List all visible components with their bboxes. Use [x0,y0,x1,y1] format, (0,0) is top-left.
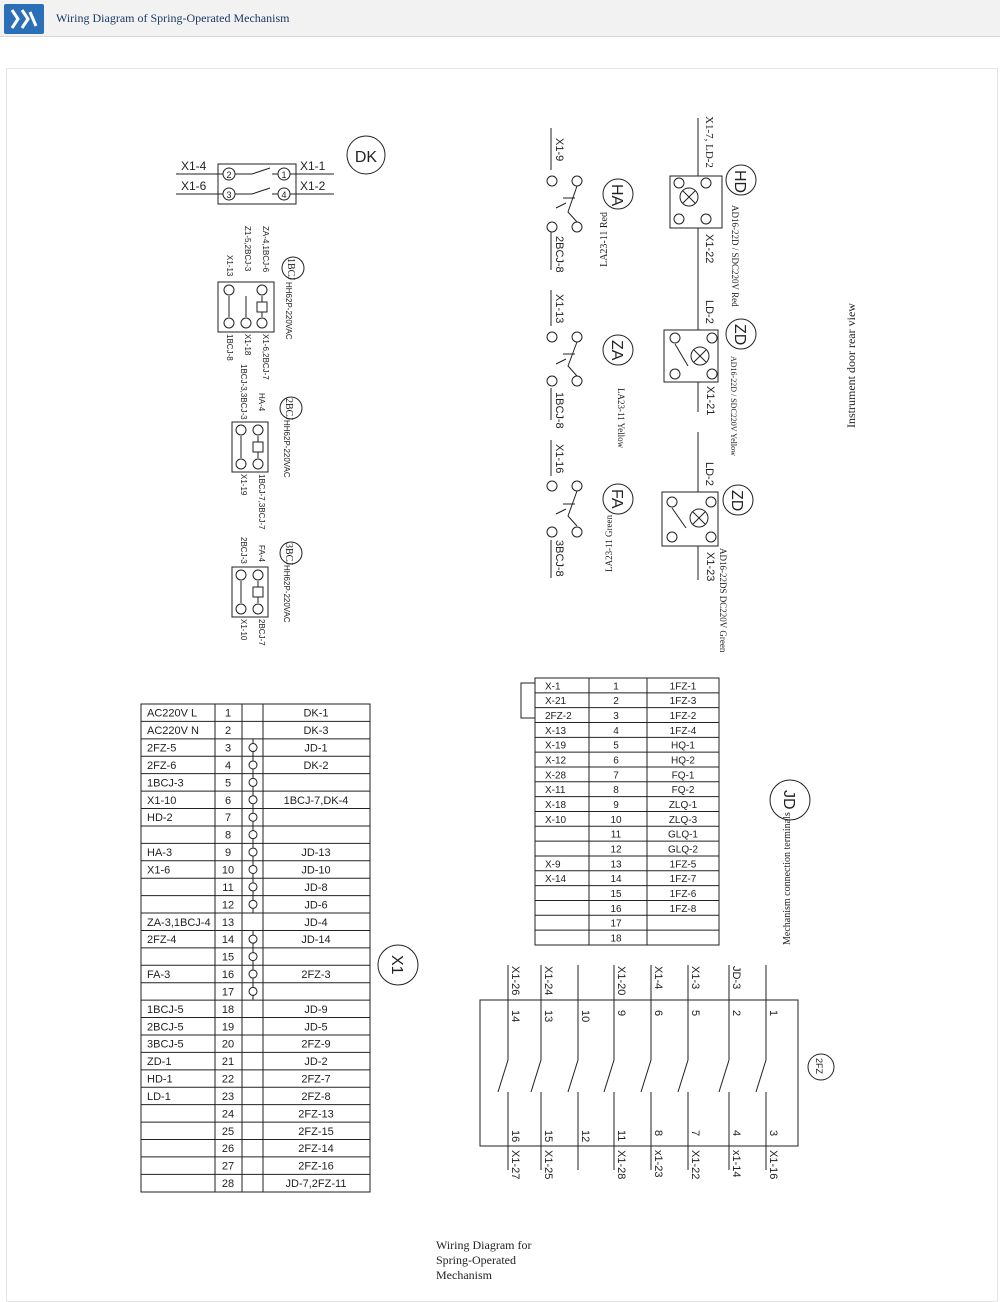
jd-cell-dest: ZLQ-1 [668,800,698,812]
dk-terminal: 3 [226,190,232,200]
x1-cell-number: 7 [224,812,232,825]
x1-cell-dest: JD-5 [304,1021,328,1034]
x1-cell-dest: JD-6 [304,899,328,912]
x1-cell-number: 18 [221,1003,235,1016]
x1-cell-number: 26 [221,1143,235,1156]
relay-wire-label: X1-13 [225,255,234,277]
x1-cell-number: 10 [221,864,235,877]
lamp-model: AD16-22D / SDC220V Red [730,205,740,307]
x1-cell-number: 3 [224,742,232,755]
x1-cell-source: 2FZ-4 [147,934,177,947]
relay-wire-label: 1BCJ-8 [225,334,234,361]
x1-link-terminal [249,778,257,786]
x1-cell-number: 15 [221,951,235,964]
jd-cell-dest: 1FZ-4 [669,725,697,737]
diagram-caption: Wiring Diagram for Spring-Operated Mechanism [436,1238,532,1282]
jd-cell-source: X-13 [545,725,567,737]
x1-cell-source: AC220V L [147,707,198,720]
button-model: LA23-11 Green [604,515,614,572]
relay-1bcj [218,226,304,380]
x1-link-terminal [249,953,257,961]
x1-cell-number: 23 [221,1090,235,1103]
button-model: LA23-11 Yellow [616,388,626,449]
x1-link-terminal [249,848,257,856]
lamp-zd-yellow [664,270,756,456]
jd-cell-number: 7 [613,770,619,782]
x1-cell-dest: DK-3 [303,725,329,738]
lamp-wire-label: LD-2 [703,462,715,486]
x1-cell-number: 24 [221,1108,235,1121]
x1-link-terminal [249,831,257,839]
jd-cell-dest: 1FZ-6 [669,889,697,901]
relay-wire-label: ZA-4,1BCJ-6 [261,226,270,273]
relay-badge: 3BCJ [283,543,294,566]
fz-terminal-number: 16 [509,1130,521,1143]
fz-wire-label: X1-4 [652,966,664,990]
jd-cell-dest: FQ-1 [671,770,695,782]
jd-cell-dest: 1FZ-7 [669,874,697,886]
jd-badge-group [770,780,810,945]
jd-badge: JD [780,790,797,810]
dk-terminal: 4 [281,190,287,200]
relay-wire-label: X1-6,2BCJ-7 [261,334,270,380]
jd-cell-dest: 1FZ-8 [669,903,697,915]
relay-badge: 1BCJ [285,258,296,281]
jd-cell-number: 8 [613,785,619,797]
fz-terminal-number: 7 [689,1130,701,1137]
fz-terminal-number: 4 [730,1130,742,1137]
jd-caption: Mechanism connection terminals [782,812,793,945]
jd-cell-dest: 1FZ-5 [669,859,697,871]
relay-wire-label: 2BCJ-3 [239,537,248,564]
x1-link-terminal [249,900,257,908]
x1-cell-number: 5 [224,777,232,790]
fz-contact-blade [568,1060,578,1092]
jd-cell-dest: HQ-1 [671,740,695,752]
x1-cell-source: 2FZ-6 [147,759,177,772]
fz-wire-label: X1-26 [509,966,521,996]
x1-cell-dest: 2FZ-14 [298,1143,334,1156]
jd-cell-dest: ZLQ-3 [668,814,698,826]
fz-contact-blade [498,1060,508,1092]
relay-model: HH62P-220VAC [282,565,291,623]
x1-cell-number: 2 [224,725,232,738]
fz-wire-label: X1-16 [767,1150,779,1180]
jd-cell-dest: 1FZ-1 [669,681,697,693]
x1-cell-dest: JD-2 [304,1056,328,1069]
x1-cell-number: 17 [221,986,235,999]
x1-link-terminal [249,744,257,752]
jd-cell-source: X-21 [545,696,567,708]
fz-terminal-number: 10 [579,1010,591,1023]
fz-badge: 2FZ [814,1058,824,1075]
x1-cell-number: 25 [221,1125,235,1138]
x1-cell-number: 20 [221,1038,235,1051]
x1-badge: X1 [388,955,405,975]
x1-link-terminal [249,883,257,891]
x1-cell-number: 4 [224,759,232,772]
x1-cell-number: 1 [224,707,232,720]
jd-cell-number: 10 [610,814,622,826]
relay-wire-label: X1-18 [243,334,252,356]
button-badge: ZA [608,340,625,361]
fz-wire-label: X1-25 [542,1150,554,1180]
x1-cell-dest: 2FZ-16 [298,1160,334,1173]
x1-cell-dest: JD-7,2FZ-11 [285,1178,347,1191]
jd-cell-dest: FQ-2 [671,785,695,797]
x1-cell-dest: DK-1 [303,707,329,720]
jd-cell-source: X-12 [545,755,567,767]
jd-cell-number: 4 [613,725,619,737]
fz-wire-label: X1-3 [689,966,701,990]
dk-terminal: 2 [226,170,232,180]
x1-badge-group [378,945,418,985]
x1-cell-source: 1BCJ-3 [147,777,184,790]
jd-cell-source: X-18 [545,800,567,812]
x1-cell-source: X1-6 [147,864,171,877]
dk-switch [176,136,385,204]
fz-contact-blade [678,1060,688,1092]
lamp-wire-label: X1-7, LD-2 [703,116,715,168]
fz-wire-label: X1-28 [615,1150,627,1180]
relay-wire-label: 1BCJ-7,3BCJ-7 [257,474,266,530]
x1-cell-source: HD-1 [147,1073,173,1086]
jd-cell-source: X-1 [545,681,561,693]
dk-wire-label: X1-6 [181,179,207,193]
x1-cell-dest: DK-2 [303,759,329,772]
fz-wire-label: X1-27 [509,1150,521,1180]
lamp-wire-label: X1-21 [704,386,716,416]
fz-terminal-number: 15 [542,1130,554,1143]
relay-2bcj [232,364,302,530]
instrument-door-caption: Instrument door rear view [844,303,858,428]
dk-wire-label: X1-1 [300,159,326,173]
button-wire-label: 3BCJ-8 [553,540,565,577]
relay-wire-label: 1BCJ-3,3BCJ-3 [239,364,248,420]
relay-wire-label: Z1-5,2BCJ-3 [243,226,252,272]
x1-link-terminal [249,761,257,769]
x1-link-terminal [249,970,257,978]
x1-cell-dest: 1BCJ-7,DK-4 [283,794,349,807]
jd-cell-number: 3 [613,711,619,723]
x1-cell-number: 21 [221,1056,235,1069]
fz-wire-label: x1-14 [730,1150,742,1178]
button-fa [547,440,633,578]
button-wire-label: X1-13 [553,294,565,324]
relay-wire-label: 2BCJ-7 [257,619,266,646]
fz-wire-label: JD-3 [730,966,742,990]
jd-cell-source: X-9 [545,859,561,871]
x1-terminal-table [141,704,370,1192]
x1-cell-dest: JD-14 [301,934,331,947]
page-title: Wiring Diagram of Spring-Operated Mechanism [56,11,290,25]
relay-wire-label: X1-10 [239,619,248,641]
fz-wire-label: X1-20 [615,966,627,996]
fz-contact-blade [756,1060,766,1092]
x1-cell-source: 3BCJ-5 [147,1038,184,1051]
dk-wire-label: X1-4 [181,159,207,173]
x1-cell-dest: JD-1 [304,742,328,755]
x1-cell-dest: JD-9 [304,1003,328,1016]
x1-cell-dest: JD-4 [304,916,328,929]
x1-cell-source: AC220V N [147,725,199,738]
x1-cell-number: 13 [221,916,235,929]
fz-switch-block [480,965,834,1179]
jd-cell-number: 15 [610,889,622,901]
x1-cell-dest: 2FZ-7 [301,1073,331,1086]
x1-cell-number: 22 [221,1073,235,1086]
jd-cell-number: 16 [610,903,622,915]
fz-terminal-number: 11 [615,1130,627,1142]
jd-cell-source: 2FZ-2 [545,711,572,723]
x1-cell-number: 8 [224,829,232,842]
relay-model: HH62P-220VAC [282,420,291,478]
x1-cell-source: 2BCJ-5 [147,1021,184,1034]
x1-cell-number: 9 [224,847,232,860]
x1-cell-number: 14 [221,934,235,947]
x1-link-terminal [249,796,257,804]
button-za [547,290,633,449]
relay-wire-label: FA-4 [257,545,266,562]
x1-link-terminal [249,813,257,821]
jd-cell-source: X-14 [545,874,567,886]
lamp-wire-label: LD-2 [703,300,715,324]
jd-cell-number: 14 [610,874,622,886]
x1-link-terminal [249,987,257,995]
x1-cell-dest: JD-8 [304,881,328,894]
jd-cell-source: X-19 [545,740,567,752]
x1-cell-number: 12 [221,899,235,912]
x1-cell-number: 11 [222,881,234,894]
fz-wire-label: X1-22 [689,1150,701,1180]
lamp-wire-label: X1-22 [703,234,715,264]
x1-cell-dest: JD-13 [301,847,331,860]
x1-cell-source: 1BCJ-5 [147,1003,184,1016]
jd-cell-number: 12 [610,844,622,856]
x1-cell-source: ZA-3,1BCJ-4 [147,916,211,929]
dk-badge: DK [354,149,378,166]
x1-link-terminal [249,935,257,943]
x1-cell-dest: JD-10 [301,864,331,877]
button-model: LA23-11 Red [599,212,610,267]
x1-cell-source: HA-3 [147,847,173,860]
button-wire-label: X1-16 [553,444,565,474]
x1-cell-source: LD-1 [147,1090,171,1103]
x1-cell-dest: 2FZ-13 [298,1108,334,1121]
lamp-badge: HD [731,170,748,194]
x1-cell-source: HD-2 [147,812,173,825]
lamp-model: AD16-22D / SDC220V Yellow [729,356,738,456]
jd-cell-number: 13 [610,859,622,871]
x1-cell-source: X1-10 [147,794,177,807]
fz-terminal-number: 1 [767,1010,779,1017]
lamp-model: AD16-22DS DC220V Green [718,548,728,653]
fz-terminal-number: 2 [730,1010,742,1017]
fz-terminal-number: 3 [767,1130,779,1137]
lamp-badge: ZD [731,324,748,346]
dk-terminal: 1 [281,170,287,180]
lamp-hd [670,116,756,307]
x1-cell-number: 16 [221,969,235,982]
x1-cell-dest: 2FZ-3 [301,969,331,982]
button-badge: HA [608,184,625,207]
fz-contact-blade [719,1060,729,1092]
lamp-zd-green [662,432,753,653]
lamp-wire-label: X1-23 [704,552,716,582]
fz-contact-blade [641,1060,651,1092]
x1-cell-dest: 2FZ-9 [301,1038,331,1051]
button-ha [547,128,633,273]
x1-cell-source: 2FZ-5 [147,742,177,755]
button-wire-label: 2BCJ-8 [553,236,565,273]
jd-cell-number: 6 [613,755,619,767]
jd-cell-number: 1 [613,681,619,693]
relay-3bcj [232,537,302,646]
fz-terminal-number: 14 [509,1010,521,1023]
jd-cell-number: 5 [613,740,619,752]
x1-cell-number: 19 [221,1021,235,1034]
jd-cell-dest: GLQ-2 [667,844,699,856]
x1-cell-number: 28 [221,1178,235,1191]
relay-badge: 2BCJ [283,398,294,421]
jd-cell-dest: 1FZ-2 [669,711,697,723]
relay-wire-label: HA-4 [257,393,266,412]
dk-wire-label: X1-2 [300,179,326,193]
jd-cell-number: 9 [613,800,619,812]
x1-cell-source: FA-3 [147,969,171,982]
jd-cell-number: 17 [610,918,622,930]
button-wire-label: X1-9 [553,138,565,162]
jd-terminal-table [521,678,719,945]
jd-cell-number: 18 [610,933,622,945]
lamp-badge: ZD [728,490,745,512]
jd-cell-dest: 1FZ-3 [669,696,697,708]
jd-cell-source: X-11 [545,785,566,797]
x1-cell-number: 27 [221,1160,235,1173]
fz-contact-blade [531,1060,541,1092]
x1-cell-number: 6 [224,794,232,807]
fz-terminal-number: 12 [579,1130,591,1143]
fz-terminal-number: 13 [542,1010,554,1023]
button-badge: FA [608,489,625,509]
jd-cell-dest: GLQ-1 [667,829,699,841]
fz-terminal-number: 6 [652,1010,664,1017]
relay-model: HH62P-220VAC [284,282,293,340]
x1-link-terminal [249,865,257,873]
fz-terminal-number: 5 [689,1010,701,1017]
button-wire-label: 1BCJ-8 [553,392,565,429]
jd-cell-number: 11 [610,829,622,841]
fz-terminal-number: 9 [615,1010,627,1017]
fz-wire-label: X1-24 [542,966,554,996]
fz-terminal-number: 8 [652,1130,664,1137]
jd-cell-source: X-10 [545,814,567,826]
jd-cell-dest: HQ-2 [671,755,695,767]
fz-wire-label: x1-23 [652,1150,664,1178]
relay-wire-label: X1-19 [239,474,248,496]
jd-cell-number: 2 [613,696,619,708]
x1-cell-dest: 2FZ-15 [298,1125,334,1138]
fz-contact-blade [604,1060,614,1092]
jd-cell-source: X-28 [545,770,567,782]
x1-cell-source: ZD-1 [147,1056,172,1069]
x1-cell-dest: 2FZ-8 [301,1090,331,1103]
